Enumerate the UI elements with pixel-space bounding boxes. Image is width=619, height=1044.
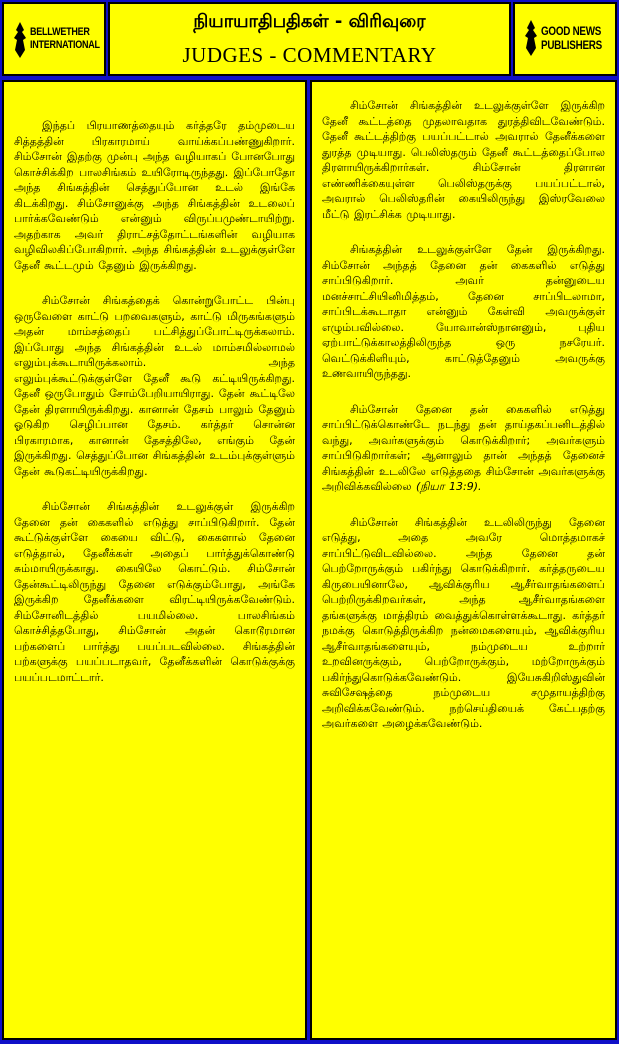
title-english: JUDGES - COMMENTARY [182,43,437,67]
page-header [2,2,617,76]
paragraph: சிங்கத்தின் உடலுக்குள்ளே தேன் இருக்கிறது. சிம்சோன் அந்தத் தேனை தன் கைகளில் எடுத்து சாப்பிடுகிறார். அவர் தன்னுடைய மனச்சாட்சியினிமித்தம், தேனை சாப்பிடலாமா, சாப்பிடக்கூடாதா என்னும் கேள்வி அவருக்குள் எழும்பவில்லை. யோவான்ஸ்நானனும், புதிய ஏற்பாட்டுக்காலத்திலிருந்த ஒரு நசரேயர். வெட்டுக்கிளியும், காட்டுத்தேனும் அவருக்கு உணவாயிருந்தது. [322,243,605,380]
paragraph-text: சிம்சோன் தேனை தன் கைகளில் எடுத்து சாப்பிட்டுக்கொண்டே நடந்து தன் தாய்தகப்பனிடத்தில் வந்து, அவர்களுக்கும் கொடுக்கிறார்; அவர்களும் சாப்பிடுகிறார்கள்; ஆனாலும் தான் அந்தத் தேனைச் சிங்கத்தின் உடலிலே எடுத்ததை சிம்சோன் அவர்களுக்கு அறிவிக்கவில்லை [322,402,605,493]
scripture-reference: (நியா 13:9). [415,480,482,493]
good-news-logo-text: GOOD NEWS PUBLISHERS [541,24,602,52]
paragraph: சிம்சோன் சிங்கத்தின் உடலிலிருந்து தேனை எடுத்து, அதை அவரே மொத்தமாகச் சாப்பிட்டுவிடவில்லை. அந்த தேனை தன் பெற்றோருக்கும் பகிர்ந்து கொடுக்கிறார். கர்த்தருடைய கிருபையினாலே, ஆவிக்குரிய ஆசீர்வாதங்களைப் பெற்றிருக்கிறவர்கள், அந்த ஆசீர்வாதங்களை தங்களுக்கு மாத்திரம் வைத்துக்கொள்ளக்கூடாது. கர்த்தர் நமக்கு கொடுத்திருக்கிற நன்மைகளையும், ஆவிக்குரிய ஆசீர்வாதங்களையும், நம்முடைய உற்றார் உறவினருக்கும், பெற்றோருக்கும், மற்றோருக்கும் பகிர்ந்துகொடுக்கவேண்டும். இயேசுகிறிஸ்துவின் சுவிசேஷத்தை நம்முடைய சமுதாயத்திற்கு அறிவிக்கவேண்டும். நற்செய்தியைக் கேட்பதற்கு அவர்களை அழைக்கவேண்டும். [322,515,605,730]
paragraph: சிம்சோன் சிங்கத்தின் உடலுக்குள் இருக்கிற தேனை தன் கைகளில் எடுத்து சாப்பிடுகிறார். தேன் கூட்டுக்குள்ளே கையை விட்டு, கைகளால் தேனை எடுத்தால், தேனீக்கள் அதைப் பார்த்துக்கொண்டு சும்மாயிருக்காது. கையிலே கொட்டும். சிம்சோன் தேன்கூட்டிலிருந்து தேனை எடுக்கும்போது, அங்கே இருக்கிற தேனீக்களை விரட்டியிருக்கவேண்டும். சிம்சோனிடத்தில் பயமில்லை. பாலசிங்கம் கொச்சித்தபோது, சிம்சோன் அதன் கொடூரமான பற்களைப் பார்த்து பயப்படவில்லை. சிங்கத்தின் பற்களுக்கு பயப்படாதவர், தேனீக்களின் கொடுக்குக்கு பயப்படமாட்டார். [14,500,295,684]
title-tamil: நியாயாதிபதிகள் - விரிவுரை [193,11,426,32]
left-column [2,80,307,1040]
ram-head-icon [521,18,541,58]
bellwether-logo [2,2,106,76]
good-news-logo [513,2,617,76]
page-title-box [108,2,511,76]
right-column [310,80,617,1040]
paragraph: இந்தப் பிரயாணத்தையும் கர்த்தரே தம்முடைய சித்தத்தின் பிரகாரமாய் வாய்க்கப்பண்ணுகிறார். சிம்சோன் இதற்கு முன்பு அந்த வழியாகப் போனபோது கொச்சிக்கிற பாலசிங்கம் உயிரோடிருந்தது. இப்போதோ அந்த சிங்கத்தின் செத்துப்போன உடல் இங்கே கிடக்கிறது. சிம்சோனுக்கு அந்த சிங்கத்தின் உடலைப் பார்க்கவேண்டும் என்னும் விருப்பமுண்டாயிற்று. அதற்காக அவர் திராட்சத்தோட்டங்களின் வழியாக வழிவிலகிப்போகிறார். அந்த சிங்கத்தின் உடலுக்குள்ளே தேனீ கூட்டமும் தேனும் இருக்கிறது. [14,119,295,272]
bellwether-logo-text: BELLWETHER INTERNATIONAL [30,26,100,51]
paragraph [322,402,605,495]
paragraph: சிம்சோன் சிங்கத்தைக் கொன்றுபோட்ட பின்பு ஒருவேளை காட்டு பறவைகளும், காட்டு மிருகங்களும் அதன் மாம்சத்தைப் பட்சித்துப்போட்டிருக்கலாம். இப்போது அந்த சிங்கத்தின் உடல் மாம்சமில்லாமல் எலும்புக்கூடாயிருக்கலாம். அந்த எலும்புக்கூட்டுக்குள்ளே தேனீ கூடு கட்டியிருக்கிறது. தேனீ ஒருபோதும் சோம்பேறியாயிராது. தேன் கூட்டிலே தேன் திரளாயிருக்கிறது. கானான் தேசம் பாலும் தேனும் ஓடுகிற செழிப்பான தேசம். கர்த்தர் சொன்ன பிரகாரமாக, கானான் தேசத்திலே, எங்கும் தேன் இருக்கிறது. செத்துப்போன சிங்கத்தின் உடம்புக்குள்ளும் தேன் கூடுகட்டியிருக்கிறது. [14,294,295,478]
ram-head-icon [10,20,30,60]
paragraph: சிம்சோன் சிங்கத்தின் உடலுக்குள்ளே இருக்கிற தேனீ கூட்டத்தை முதலாவதாக துரத்திவிடவேண்டும். தேனீ கூட்டத்திற்கு பயப்பட்டால் அவரால் தேனீக்களை துரத்த முடியாது. பெலிஸ்தரும் தேனீ கூட்டத்தைப்போல திரளாயிருக்கிறார்கள். சிம்சோன் திரளான எண்ணிக்கையுள்ள பெலிஸ்தருக்கு பயப்பட்டால், அவரால் பெலிஸ்தரின் கையிலிருந்து இஸ்ரவேலை மீட்டு இரட்சிக்க முடியாது. [322,99,605,221]
